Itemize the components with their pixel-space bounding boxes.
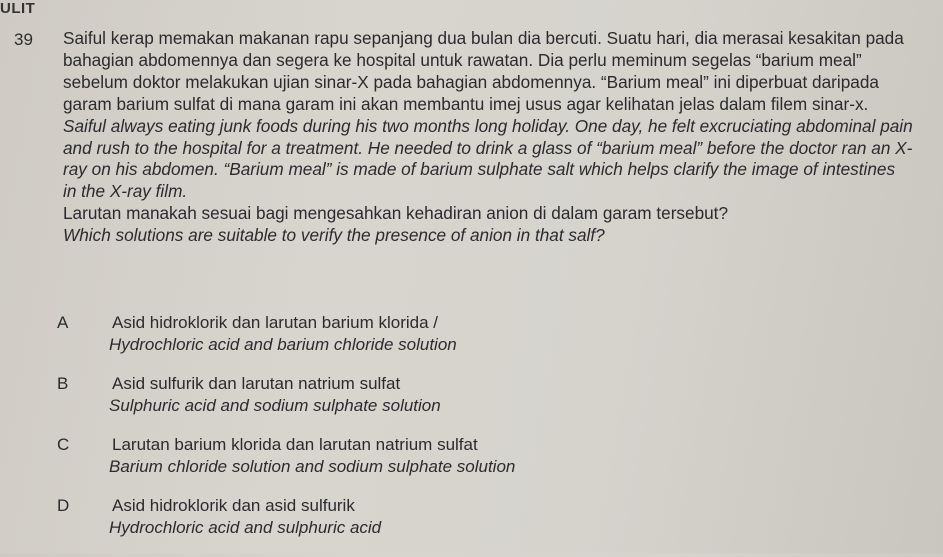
option-text-english: Barium chloride solution and sodium sulphate solution [109,457,516,476]
option-text-malay: Asid sulfurik dan larutan natrium sulfat [112,374,401,393]
option-letter: C [57,435,70,454]
option-b[interactable] [57,374,877,434]
option-a[interactable] [57,313,877,373]
option-text-malay: Asid hidroklorik dan larutan barium klorida / [112,313,438,332]
header-fragment: ULIT [0,0,36,17]
option-letter: A [57,313,69,332]
question-prompt-english: Which solutions are suitable to verify the presence of anion in that salf? [63,225,605,246]
option-text-english: Sulphuric acid and sodium sulphate solution [109,396,441,415]
option-letter: B [57,374,69,393]
option-d[interactable] [57,496,877,556]
question-prompt-malay: Larutan manakah sesuai bagi mengesahkan kehadiran anion di dalam garam tersebut? [63,203,729,224]
option-c[interactable] [57,435,877,495]
question-paragraph-english: Saiful always eating junk foods during his two months long holiday. One day, he felt excruciating abdominal pain and rush to the hospital for a treatment. He needed to drink a glass of “barium meal” before the doctor ran an X-ray on his abdomen. “Barium meal” is made of barium sulphate salt which helps clarify the image of intestines in the X-ray film. [63,115,913,202]
option-text-english: Hydrochloric acid and barium chloride solution [109,335,457,354]
question-body [63,28,913,247]
option-text-malay: Larutan barium klorida dan larutan natrium sulfat [112,435,478,454]
question-paragraph-malay: Saiful kerap memakan makanan rapu sepanjang dua bulan dia bercuti. Suatu hari, dia merasai kesakitan pada bahagian abdomennya dan segera ke hospital untuk rawatan. Dia perlu meminum segelas “barium meal” sebelum doktor melakukan ujian sinar-X pada bahagian abdomennya. “Barium meal” ini diperbuat daripada garam barium sulfat di mana garam ini akan membantu imej usus agar kelihatan jelas dalam filem sinar-x. [63,28,904,114]
question-number: 39 [14,30,33,49]
option-letter: D [57,496,70,515]
option-text-malay: Asid hidroklorik dan asid sulfurik [112,496,355,515]
option-text-english: Hydrochloric acid and sulphuric acid [109,518,382,537]
answer-options [57,313,877,557]
